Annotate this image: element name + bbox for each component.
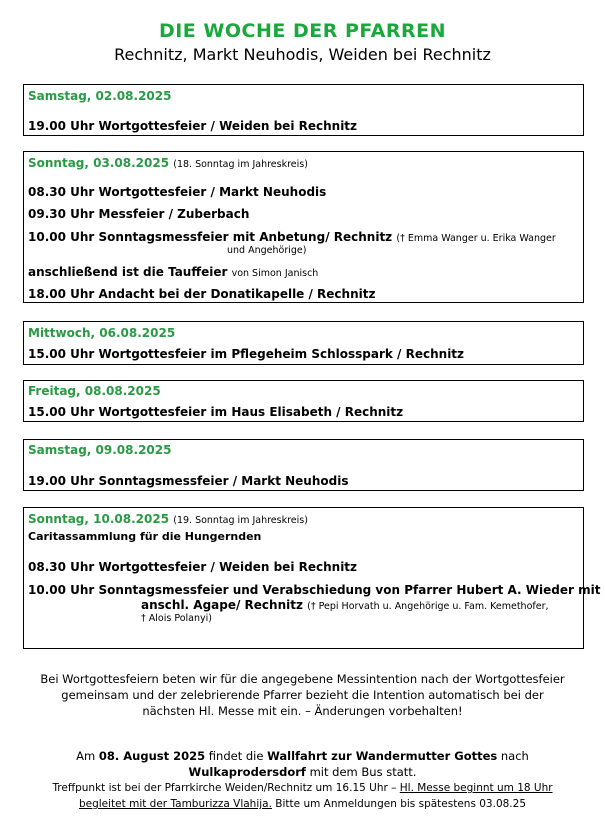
day-date: Samstag, 02.08.2025 (28, 89, 172, 103)
day-date: Samstag, 09.08.2025 (28, 443, 172, 457)
service-entry: anschl. Agape/ Rechnitz († Pepi Horvath u. Angehörige u. Fam. Kemethofer, (141, 598, 549, 612)
caritas-collection: Caritassammlung für die Hungernden (28, 530, 262, 543)
service-entry: 15.00 Uhr Wortgottesfeier im Pflegeheim Schlosspark / Rechnitz (28, 347, 465, 361)
service-entry: 15.00 Uhr Wortgottesfeier im Haus Elisabeth / Rechnitz (28, 405, 404, 419)
baptism-name: von Simon Janisch (231, 268, 319, 279)
service-entry: 19.00 Uhr Sonntagsmessfeier / Markt Neuhodis (28, 474, 349, 488)
notice-text: Bei Wortgottesfeiern beten wir für die angegebene Messintention nach der Wortgottesfeier gemeinsam und der zelebrierende Pfarrer bezieht die Intention automatisch bei der nächsten Hl. Messe mit ein. – Änderungen vorbehalten! (40, 672, 565, 718)
service-entry: 19.00 Uhr Wortgottesfeier / Weiden bei Rechnitz (28, 119, 358, 133)
day-box-sunday-0308 (23, 151, 584, 303)
day-box-wednesday-0608 (23, 321, 584, 365)
mass-intention: († Pepi Horvath u. Angehörige u. Fam. Kemethofer, (307, 601, 549, 612)
day-note: (19. Sonntag im Jahreskreis) (173, 515, 308, 526)
service-entry: anschließend ist die Tauffeier von Simon Janisch (28, 265, 319, 279)
service-entry: 08.30 Uhr Wortgottesfeier / Markt Neuhodis (28, 185, 327, 199)
day-date: Freitag, 08.08.2025 (28, 384, 161, 398)
day-date: Sonntag, 10.08.2025 (19. Sonntag im Jahreskreis) (28, 512, 308, 526)
page-title: DIE WOCHE DER PFARREN (158, 20, 447, 42)
mass-intention: († Emma Wanger u. Erika Wanger (396, 233, 556, 244)
day-date: Sonntag, 03.08.2025 (18. Sonntag im Jahreskreis) (28, 156, 308, 170)
day-box-saturday-0908 (23, 439, 584, 491)
mass-intention-cont: † Alois Polanyi) (141, 613, 212, 624)
pilgrimage-info: Am 08. August 2025 findet die Wallfahrt zur Wandermutter Gottes nach Wulkaprodersdorf mit dem Bus statt. Treffpunkt ist bei der Pfarrkirche Weiden/Rechnitz um 16.15 Uhr – Hl. Messe beginnt um 18 Uhr begleitet mit der Tamburizza Vlahija. Bitte um Anmeldungen bis spätestens 03.08.25 (52, 749, 553, 810)
service-entry: 08.30 Uhr Wortgottesfeier / Weiden bei Rechnitz (28, 560, 358, 574)
service-entry: 09.30 Uhr Messfeier / Zuberbach (28, 207, 250, 221)
service-entry: 18.00 Uhr Andacht bei der Donatikapelle / Rechnitz (28, 287, 376, 301)
day-date: Mittwoch, 06.08.2025 (28, 326, 176, 340)
page-subtitle: Rechnitz, Markt Neuhodis, Weiden bei Rechnitz (114, 45, 491, 64)
mass-intention-cont: und Angehörige) (227, 245, 307, 256)
service-entry: 10.00 Uhr Sonntagsmessfeier mit Anbetung/ Rechnitz († Emma Wanger u. Erika Wanger (28, 230, 556, 244)
day-box-saturday-0208 (23, 84, 584, 136)
day-box-sunday-1008 (23, 507, 601, 649)
service-entry: 10.00 Uhr Sonntagsmessfeier und Verabschiedung von Pfarrer Hubert A. Wieder mit (28, 583, 601, 597)
day-note: (18. Sonntag im Jahreskreis) (173, 159, 308, 170)
day-box-friday-0808 (23, 380, 584, 422)
